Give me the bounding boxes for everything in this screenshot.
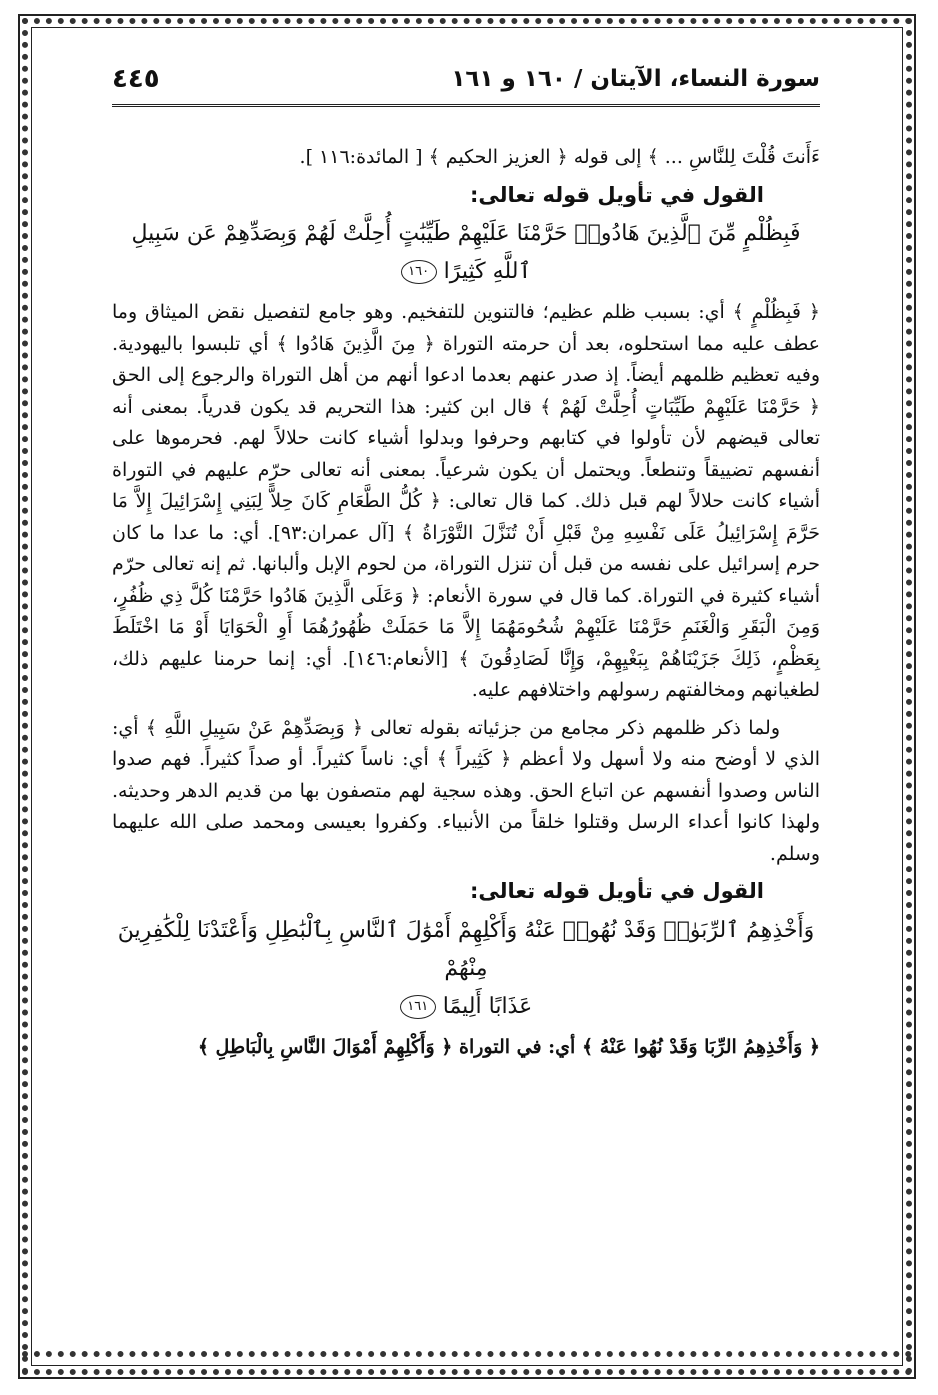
verse-text: عَذَابًا أَلِيمًا — [442, 993, 533, 1019]
commentary-paragraph: ولما ذكر ظلمهم ذكر مجامع من جزئياته بقوله تعالى ﴿ وَبِصَدِّهِمْ عَنْ سَبِيلِ اللَّهِ ﴾ أي: الذي لا أوضح منه ولا أسهل ولا أعظم ﴿ كَثِيراً ﴾ أي: ناساً كثيراً. أو صداً كثيراً. فهم صدوا الناس وصدوا أنفسهم عن اتباع الحق. وهذه سجية لهم متصفون بها من قديم الدهر وحديثه. ولهذا كانوا أعداء الرسل وقتلوا خلقاً من الأنبياء. وكفروا بعيسى ومحمد صلى الله عليهما وسلم. — [112, 716, 821, 865]
verse-text: فَبِظُلْمٍ مِّنَ ٱلَّذِينَ هَادُوا۟ حَرَّمْنَا عَلَيْهِمْ طَيِّبَٰتٍ أُحِلَّتْ لَهُمْ وَبِصَدِّهِمْ عَن سَبِيلِ — [131, 221, 801, 246]
section-heading: القول في تأويل قوله تعالى: — [470, 182, 764, 207]
header-rule — [112, 104, 820, 107]
page-body — [112, 142, 820, 1063]
page-bottom-ornament — [22, 1351, 912, 1373]
intro-line: ءَأَنتَ قُلْتَ لِلنَّاسِ ... ﴾ إلى قوله ﴿ العزيز الحكيم ﴾ [ المائدة:١١٦ ]. — [299, 146, 820, 168]
section-heading: القول في تأويل قوله تعالى: — [470, 879, 764, 903]
ayah-number-marker: ١٦١ — [400, 995, 436, 1019]
ayah-number-marker: ١٦٠ — [401, 260, 437, 284]
verse-text: ٱللَّهِ كَثِيرًا — [443, 259, 532, 284]
quran-verse-160 — [112, 215, 820, 291]
verse-text: وَأَخْذِهِمُ ٱلرِّبَوٰا۟ وَقَدْ نُهُوا۟ عَنْهُ وَأَكْلِهِمْ أَمْوَٰلَ ٱلنَّاسِ بِٱلْبَٰطِلِ وَأَعْتَدْنَا لِلْكَٰفِرِينَ مِنْهُمْ — [117, 917, 815, 981]
page-number: ٤٤٥ — [112, 64, 160, 94]
commentary-paragraph: ﴿ وَأَخْذِهِمُ الرِّبَا وَقَدْ نُهُوا عَنْهُ ﴾ أي: في التوراة ﴿ وَأَكْلِهِمْ أَمْوَالَ النَّاسِ بِالْبَاطِلِ ﴾ — [197, 1035, 820, 1058]
quran-verse-161 — [112, 912, 820, 1026]
commentary-paragraph: ﴿ فَبِظُلْمٍ ﴾ أي: بسبب ظلم عظيم؛ فالتنوين للتفخيم. وهو جامع لتفصيل نقض الميثاق وما عطف عليه مما استحلوه، بعد أن حرمته التوراة ﴿ مِنَ الَّذِينَ هَادُوا ﴾ أي تلبسوا باليهودية. وفيه تعظيم ظلمهم أيضاً. إذ صدر عنهم بعدما ادعوا أنهم من أهل التوراة والرجوع إلى الحق ﴿ حَرَّمْنَا عَلَيْهِمْ طَيِّبَاتٍ أُحِلَّتْ لَهُمْ ﴾ قال ابن كثير: هذا التحريم قد يكون قدرياً. بمعنى أنه تعالى قيضهم لأن تأولوا في كتابهم وحرفوا وبدلوا أشياء كانت حلالاً لهم. فحرموها على أنفسهم تضييقاً وتنطعاً. ويحتمل أن يكون شرعياً. بمعنى أنه تعالى حرّم عليهم في التوراة أشياء كانت حلالاً لهم قبل ذلك. كما قال تعالى: ﴿ كُلُّ الطَّعَامِ كَانَ حِلاًّ لِبَنِي إِسْرَائِيلَ إِلاَّ مَا حَرَّمَ إِسْرَائِيلُ عَلَى نَفْسِهِ مِنْ قَبْلِ أَنْ تُنَزَّلَ التَّوْرَاةُ ﴾ [آل عمران:٩٣]. أي: ما عدا ما كان حرم إسرائيل على نفسه من قبل أن تنزل التوراة، من لحوم الإبل وألبانها. ثم إنه تعالى حرّم أشياء كثيرة في التوراة. كما قال في سورة الأنعام: ﴿ وَعَلَى الَّذِينَ هَادُوا حَرَّمْنَا كُلَّ ذِي ظُفُرٍ، وَمِنَ الْبَقَرِ وَالْغَنَمِ حَرَّمْنَا عَلَيْهِمْ شُحُومَهُمَا إِلاَّ مَا حَمَلَتْ ظُهُورُهُمَا أَوِ الْحَوَايَا أَوْ مَا اخْتَلَطَ بِعَظْمٍ، ذَلِكَ جَزَيْنَاهُمْ بِبَغْيِهِمْ، وَإِنَّا لَصَادِقُونَ ﴾ [الأنعام:١٤٦]. أي: إنما حرمنا عليهم ذلك، لطغيانهم ومخالفتهم رسولهم واختلافهم عليه. — [112, 301, 821, 701]
running-title: سورة النساء، الآيتان / ١٦٠ و ١٦١ — [451, 66, 820, 92]
page-header — [112, 62, 820, 102]
